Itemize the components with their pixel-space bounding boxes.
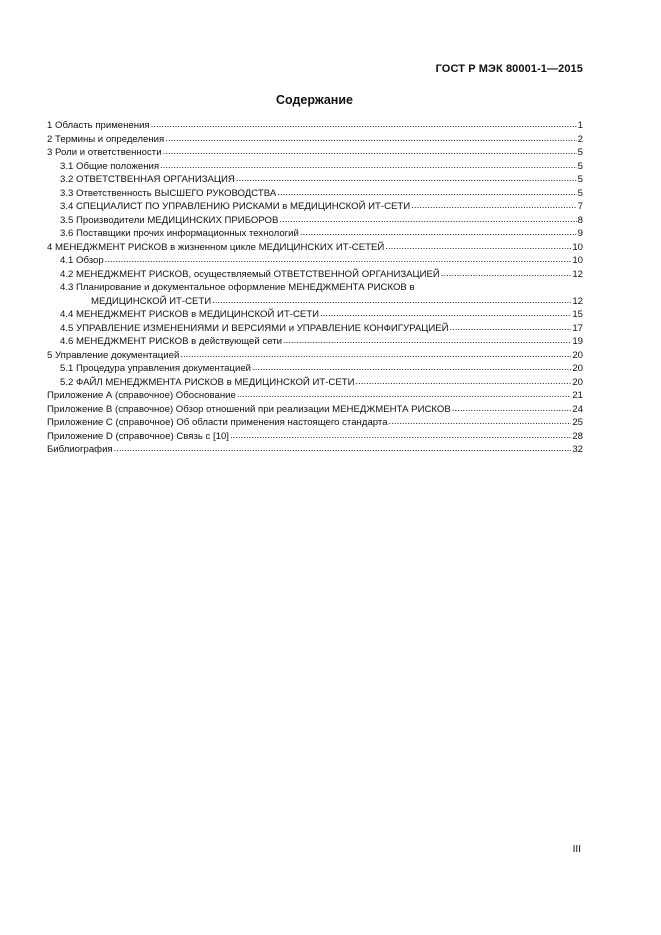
toc-leader-dots (151, 119, 577, 133)
toc-entry-text: 4.1 Обзор (60, 255, 104, 266)
toc-entry-text: 4.5 УПРАВЛЕНИЕ ИЗМЕНЕНИЯМИ И ВЕРСИЯМИ и УПРАВЛЕНИЕ КОНФИГУРАЦИЕЙ (60, 322, 449, 334)
toc-entry-text: 4.6 МЕНЕДЖМЕНТ РИСКОВ в действующей сети (60, 336, 282, 347)
toc-entry-3-4[interactable] (47, 200, 583, 214)
toc-entry-3-1[interactable] (47, 160, 583, 174)
toc-entry-bibliography[interactable] (47, 443, 583, 457)
toc-entry-5-1[interactable] (47, 362, 583, 376)
toc-entry-text: 3 Роли и ответственности (47, 147, 162, 158)
toc-entry-page: 17 (572, 322, 583, 334)
toc-leader-dots (277, 187, 576, 201)
toc-entry-page: 21 (572, 390, 583, 401)
document-id-header: ГОСТ Р МЭК 80001-1—2015 (435, 63, 583, 75)
toc-leader-dots (165, 133, 576, 147)
toc-leader-dots (300, 227, 577, 241)
toc-entry-page: 1 (577, 120, 583, 131)
toc-leader-dots (236, 173, 577, 187)
toc-entry-appendix-b[interactable] (47, 403, 583, 417)
toc-entry-4-1[interactable] (47, 254, 583, 268)
toc-leader-dots (279, 214, 576, 228)
toc-entry-3-2[interactable] (47, 173, 583, 187)
toc-entry-page: 20 (572, 349, 583, 361)
toc-entry-appendix-a[interactable] (47, 389, 583, 403)
toc-entry-page: 28 (572, 430, 583, 442)
toc-entry-text: Приложение D (справочное) Связь с [10] (47, 430, 229, 442)
toc-entry-page: 20 (572, 376, 583, 388)
toc-entry-page: 9 (577, 228, 583, 239)
toc-entry-page: 12 (572, 295, 583, 307)
toc-entry-text: Приложение В (справочное) Обзор отношений при реализации МЕНЕДЖМЕНТА РИСКОВ (47, 403, 451, 415)
toc-entry-text: 3.6 Поставщики прочих информационных технологий (60, 228, 299, 239)
toc-entry-page: 25 (572, 417, 583, 428)
toc-leader-dots (180, 349, 571, 363)
toc-entry-3-6[interactable] (47, 227, 583, 241)
toc-entry-4[interactable] (47, 241, 583, 255)
toc-entry-text: 4.3 Планирование и документальное оформление МЕНЕДЖМЕНТА РИСКОВ в (60, 282, 415, 293)
toc-entry-page: 8 (577, 214, 583, 226)
toc-leader-dots (252, 362, 571, 376)
toc-entry-page: 15 (572, 309, 583, 320)
toc-entry-5[interactable] (47, 349, 583, 363)
toc-entry-3-3[interactable] (47, 187, 583, 201)
toc-entry-4-3-line1[interactable] (47, 281, 583, 295)
toc-entry-appendix-d[interactable] (47, 430, 583, 444)
toc-entry-page: 5 (577, 187, 583, 199)
toc-entry-text: 3.4 СПЕЦИАЛИСТ ПО УПРАВЛЕНИЮ РИСКАМИ в МЕДИЦИНСКОЙ ИТ-СЕТИ (60, 201, 411, 212)
toc-entry-text: Приложение А (справочное) Обоснование (47, 390, 236, 401)
toc-leader-dots (441, 268, 572, 282)
toc-entry-4-6[interactable] (47, 335, 583, 349)
toc-leader-dots (283, 335, 571, 349)
toc-leader-dots (212, 295, 571, 309)
toc-entry-page: 19 (572, 336, 583, 347)
toc-entry-3[interactable] (47, 146, 583, 160)
toc-leader-dots (114, 443, 572, 457)
toc-entry-page: 10 (572, 241, 583, 253)
toc-entry-text: Библиография (47, 444, 113, 455)
toc-entry-text: 2 Термины и определения (47, 133, 165, 145)
toc-entry-text: 5.2 ФАЙЛ МЕНЕДЖМЕНТА РИСКОВ в МЕДИЦИНСКОЙ ИТ-СЕТИ (60, 376, 355, 388)
toc-entry-2[interactable] (47, 133, 583, 147)
toc-title: Содержание (275, 93, 353, 107)
toc-entry-page: 32 (572, 444, 583, 455)
toc-entry-text: 3.3 Ответственность ВЫСШЕГО РУКОВОДСТВА (60, 187, 277, 199)
toc-entry-3-5[interactable] (47, 214, 583, 228)
toc-entry-text: 4.4 МЕНЕДЖМЕНТ РИСКОВ в МЕДИЦИНСКОЙ ИТ-СЕТИ (60, 309, 320, 320)
toc-leader-dots (105, 254, 572, 268)
toc-entry-text-continued: МЕДИЦИНСКОЙ ИТ-СЕТИ (91, 295, 212, 307)
toc-entry-page: 5 (577, 160, 583, 172)
toc-entry-text: 3.5 Производители МЕДИЦИНСКИХ ПРИБОРОВ (60, 214, 279, 226)
toc-leader-dots (389, 416, 572, 430)
toc-leader-dots (237, 389, 571, 403)
toc-entry-page: 5 (577, 147, 583, 158)
page-number: III (572, 844, 581, 855)
toc-entry-appendix-c[interactable] (47, 416, 583, 430)
toc-entry-text: 4 МЕНЕДЖМЕНТ РИСКОВ в жизненном цикле МЕДИЦИНСКИХ ИТ-СЕТЕЙ (47, 241, 385, 253)
toc-entry-text: 5 Управление документацией (47, 349, 180, 361)
toc-entry-page: 2 (577, 133, 583, 145)
toc-entry-4-3[interactable] (47, 295, 583, 309)
toc-entry-text: 5.1 Процедура управления документацией (60, 363, 252, 374)
toc-entry-text: 1 Область применения (47, 120, 150, 131)
toc-entry-text: 4.2 МЕНЕДЖМЕНТ РИСКОВ, осуществляемый ОТВЕТСТВЕННОЙ ОРГАНИЗАЦИЕЙ (60, 268, 440, 280)
toc-entry-4-4[interactable] (47, 308, 583, 322)
toc-entry-page: 12 (572, 268, 583, 280)
toc-leader-dots (452, 403, 572, 417)
toc-leader-dots (160, 160, 577, 174)
toc-entry-page: 24 (572, 403, 583, 415)
toc-entry-page: 7 (577, 201, 583, 212)
toc-entry-page: 10 (572, 255, 583, 266)
toc-entry-page: 20 (572, 363, 583, 374)
toc-leader-dots (450, 322, 572, 336)
toc-leader-dots (356, 376, 572, 390)
toc-leader-dots (163, 146, 577, 160)
toc-entry-5-2[interactable] (47, 376, 583, 390)
toc-entry-4-5[interactable] (47, 322, 583, 336)
toc-entry-4-2[interactable] (47, 268, 583, 282)
toc-entry-text: 3.2 ОТВЕТСТВЕННАЯ ОРГАНИЗАЦИЯ (60, 174, 235, 185)
toc-entry-text: Приложение С (справочное) Об области применения настоящего стандарта (47, 417, 388, 428)
toc-entry-1[interactable] (47, 119, 583, 133)
toc-entry-text: 3.1 Общие положения (60, 160, 160, 172)
toc-leader-dots (230, 430, 571, 444)
toc-entry-page: 5 (577, 174, 583, 185)
toc-leader-dots (320, 308, 571, 322)
toc-leader-dots (385, 241, 571, 255)
toc-leader-dots (411, 200, 576, 214)
table-of-contents (47, 119, 583, 457)
